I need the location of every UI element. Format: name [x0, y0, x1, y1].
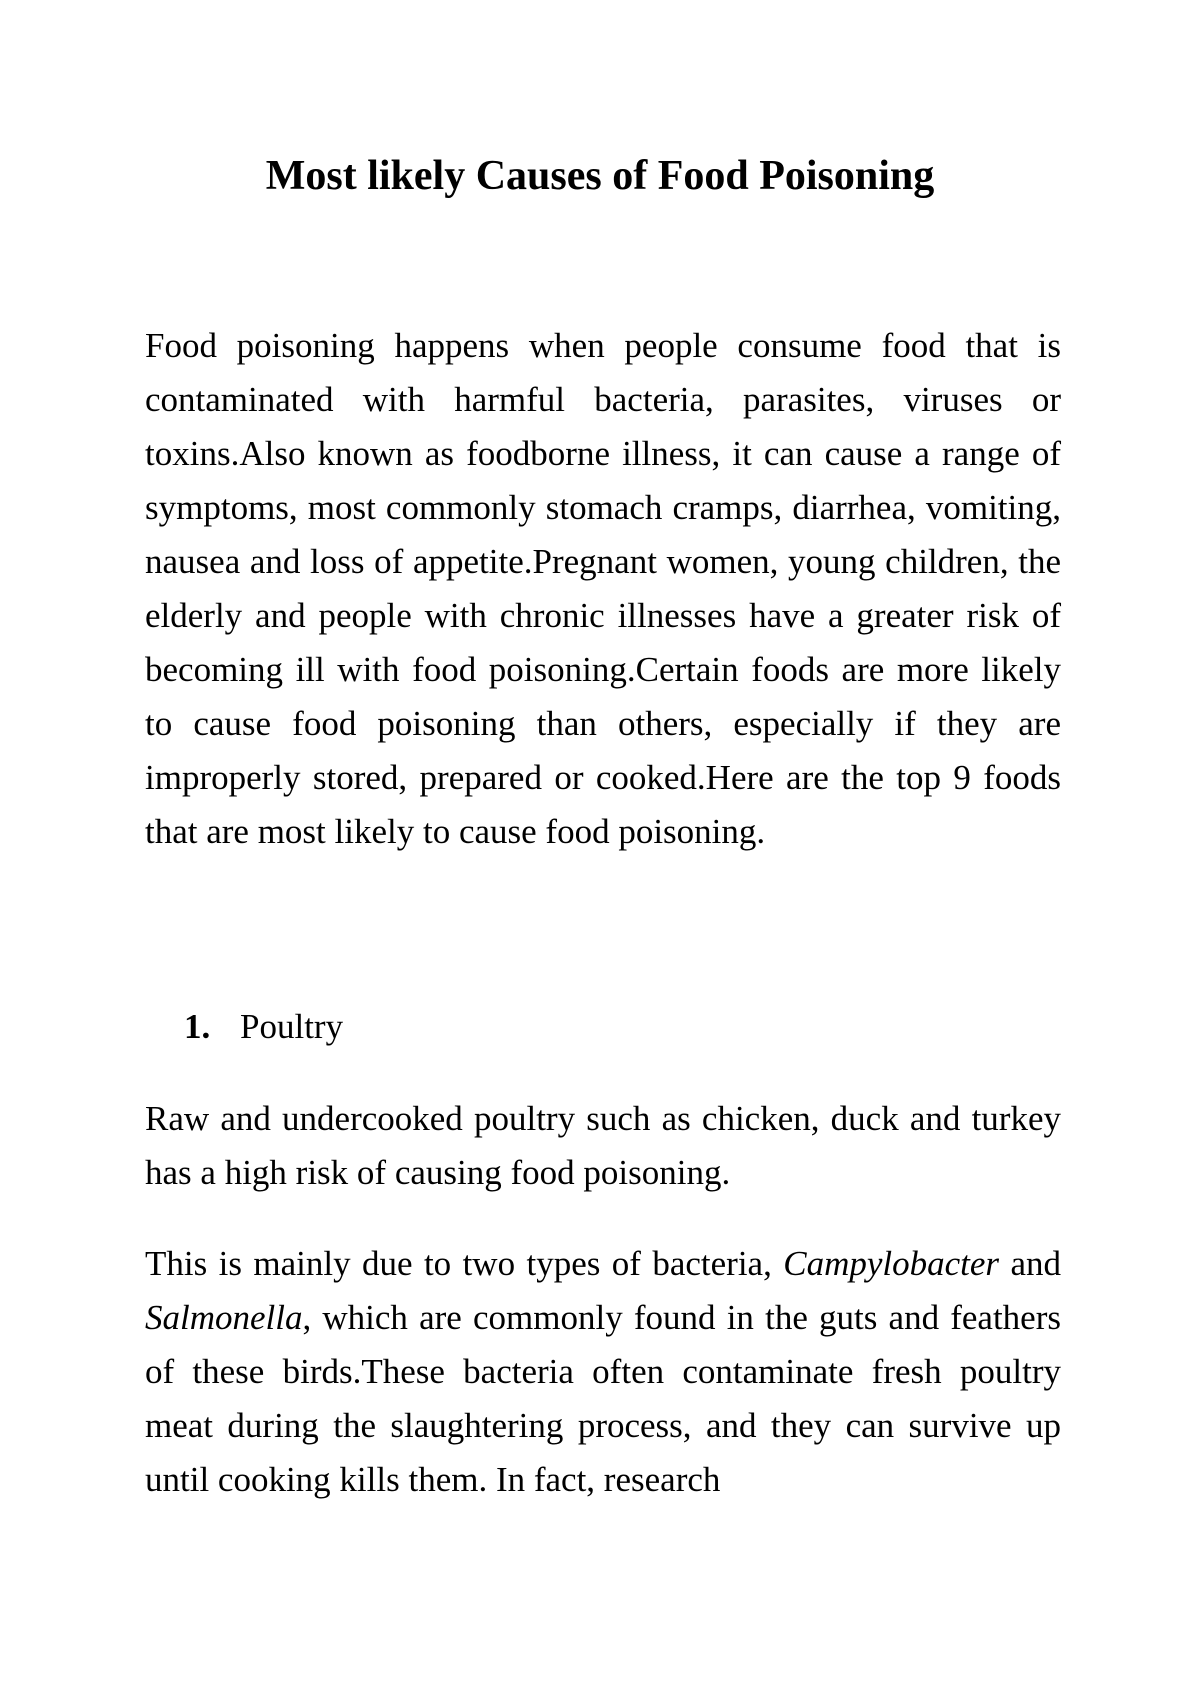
- bacteria-name-campylobacter: Campylobacter: [783, 1244, 1000, 1283]
- bacteria-name-salmonella: Salmonella: [145, 1298, 303, 1337]
- list-item-number: 1.: [184, 1007, 211, 1046]
- poultry-paragraph-2: [145, 1237, 1061, 1507]
- list-item-label: Poultry: [240, 1007, 344, 1046]
- poultry-text-after: , which are commonly found in the guts and feathers of these birds.These bacteria often contaminate fresh poultry meat during the slaughtering process, and they can survive up until cooking kills them. In fact, research: [145, 1298, 1061, 1499]
- poultry-text-before: This is mainly due to two types of bacteria,: [145, 1244, 784, 1283]
- poultry-text-middle: and: [999, 1244, 1061, 1283]
- poultry-paragraph-1: Raw and undercooked poultry such as chicken, duck and turkey has a high risk of causing food poisoning.: [145, 1099, 1061, 1192]
- page-title: Most likely Causes of Food Poisoning: [265, 153, 935, 199]
- list-item-poultry: [184, 1000, 343, 1054]
- intro-paragraph: Food poisoning happens when people consume food that is contaminated with harmful bacteria, parasites, viruses or toxins.Also known as foodborne illness, it can cause a range of symptoms, most commonly stomach cramps, diarrhea, vomiting, nausea and loss of appetite.Pregnant women, young children, the elderly and people with chronic illnesses have a greater risk of becoming ill with food poisoning.Certain foods are more likely to cause food poisoning than others, especially if they are improperly stored, prepared or cooked.Here are the top 9 foods that are most likely to cause food poisoning.: [145, 326, 1061, 851]
